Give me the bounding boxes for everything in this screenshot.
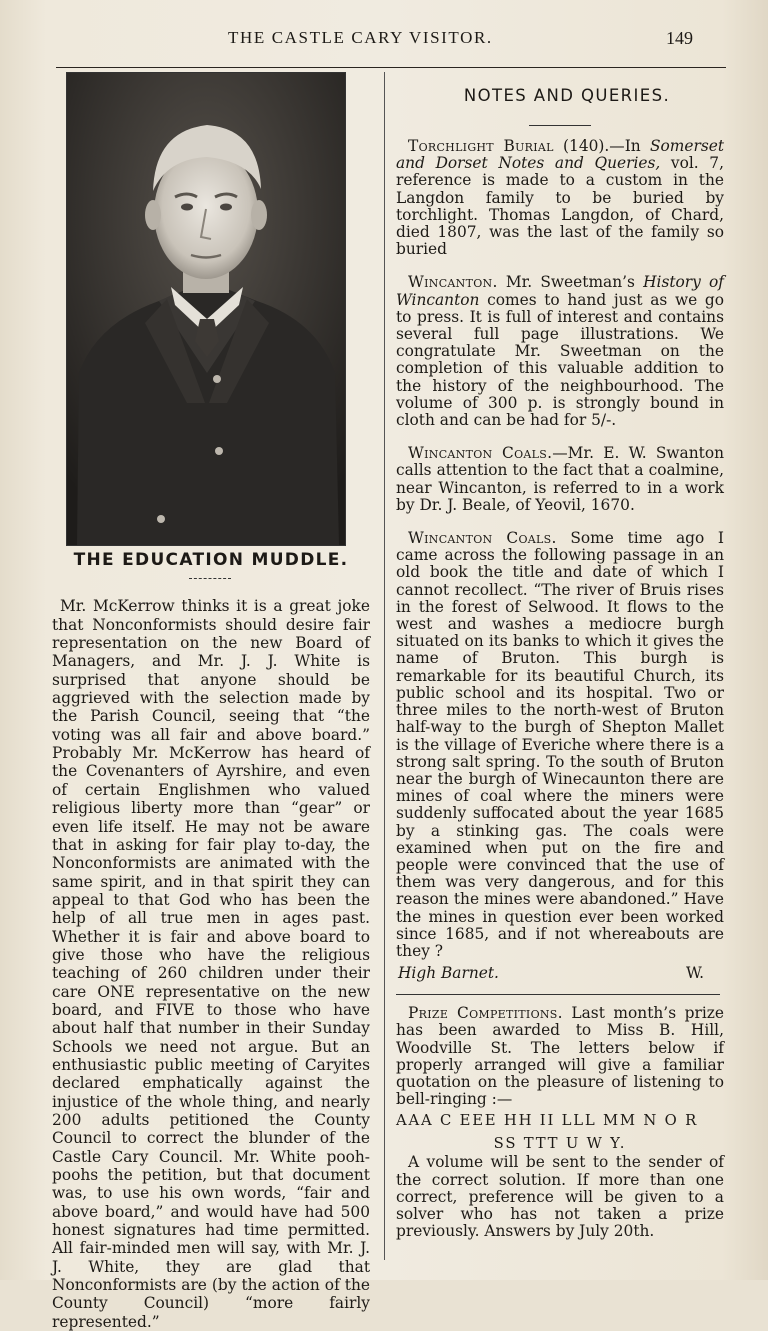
note-heading: Wincanton Coals. (408, 444, 553, 463)
note-place: High Barnet. (398, 964, 499, 983)
title-rule (189, 578, 231, 580)
journal-title: THE CASTLE CARY VISITOR. (228, 28, 493, 47)
page-number: 149 (666, 28, 693, 48)
note-text: Mr. Sweetman’s (497, 273, 644, 292)
note-number: (140).—In (553, 137, 650, 155)
note-wincanton (396, 274, 724, 429)
note-signature-line (396, 964, 724, 982)
puzzle-letters-line-2: SS TTT U W Y. (493, 1135, 627, 1153)
note-text: comes to hand just as we go to press. It is full of interest and contains several full page illustrations. We congratulate Mr. Sweetman on the completion of this valuable addition to the history of the neighbourhood. The volume of 300 p. is strongly bound in cloth and can be had for 5/-. (396, 290, 724, 430)
note-torchlight-burial (396, 138, 724, 258)
note-heading: Wincanton. (408, 273, 498, 292)
note-rule (396, 994, 720, 995)
running-head (0, 28, 768, 58)
note-heading: Prize Competitions. (408, 1004, 563, 1023)
note-text: Last month’s prize has been awarded to Miss B. Hill, Woodville St. The letters below if properly arranged will give a familiar quotation on the pleasure of listening to bell-ringing :— (396, 1004, 724, 1109)
note-source: Somerset and Dorset Notes and Queries, (396, 137, 725, 173)
note-signature: W. (685, 964, 704, 983)
section-heading: NOTES AND QUERIES. (463, 86, 671, 105)
portrait-photograph (66, 72, 346, 546)
note-text: —Mr. E. W. Swanton calls attention to the fact that a coalmine, near Wincanton, is referred to in a work by Dr. J. Beale, of Yeovil, 1670. (396, 444, 724, 514)
article-title: THE EDUCATION MUDDLE. (73, 550, 349, 570)
header-rule (56, 67, 726, 68)
puzzle-letters-line-1: AAA C EEE HH II LLL MM N O R (396, 1112, 699, 1130)
note-heading: Torchlight Burial (408, 137, 554, 155)
column-rule (384, 72, 385, 1260)
note-text: Some time ago I came across the following passage in an old book the title and date of which I cannot recollect. “The river of Bruis rises in the forest of Selwood. It flows to the west and washes a mediocre burgh situated on its banks to which it gives the name of Bruton. This burgh is remarkable for its beautiful Church, its public school and its hospital. Two or three miles to the north-west of Bruton half-way to the burgh of Shepton Mallet is the village of Everiche where there is a strong salt spring. To the south of Bruton near the burgh of Winecaunton there are mines of coal where the miners were suddenly suffocated about the year 1685 by a stinking gas. The coals were examined when put on the fire and people were convinced that the use of them was very dangerous, and for this reason the mines were abandoned.” Have the mines in question ever been worked since 1685, and if not whereabouts are they ? (396, 529, 725, 960)
note-prize-closing: A volume will be sent to the sender of the correct solution. If more than one correct, preference will be given to a solver who has not taken a prize previously. Answers by July 20th. (396, 1153, 724, 1241)
note-book-title: History of Wincanton (396, 273, 724, 309)
note-wincanton-coals-1 (396, 445, 724, 514)
note-prize-competitions (396, 1005, 724, 1108)
note-text: vol. 7, reference is made to a custom in the Langdon family to be buried by torchlight. Thomas Langdon, of Chard, died 1807, was the last of the family so buried (396, 154, 724, 259)
section-rule (529, 125, 591, 126)
portrait-figure (67, 73, 345, 545)
note-wincanton-coals-2 (396, 530, 724, 960)
note-heading: Wincanton Coals. (408, 529, 557, 548)
right-column (396, 80, 724, 1240)
article-body: Mr. McKerrow thinks it is a great joke that Nonconformists should desire fair representation on the new Board of Managers, and Mr. J. J. White is surprised that anyone should be aggrieved with the selection made by the Parish Council, seeing that “the voting was all fair and above board.” Probably Mr. McKerrow has heard of the Covenanters of Ayrshire, and even of certain Englishmen who valued religious liberty more than “gear” or even life itself. He may not be aware that in asking for fair play to-day, the Nonconformists are animated with the same spirit, and in that spirit they can appeal to that God who has been the help of all true men in ages past. Whether it is fair and above board to give those who have the religious teaching of 260 children under their care ONE representative on the new board, and FIVE to those who have about half that number in their Sunday Schools we need not argue. But an enthusiastic public meeting of Caryites declared emphatically against the injustice of the whole thing, and nearly 200 adults petitioned the County Council to correct the blunder of the Castle Cary Council. Mr. White pooh-poohs the petition, but that document was, to use his own words, “fair and above board,” and would have had 500 honest signatures had time permitted. All fair-minded men will say, with Mr. J. J. White, they are glad that Nonconformists are (by the action of the County Council) “more fairly represented.” (52, 597, 370, 1331)
